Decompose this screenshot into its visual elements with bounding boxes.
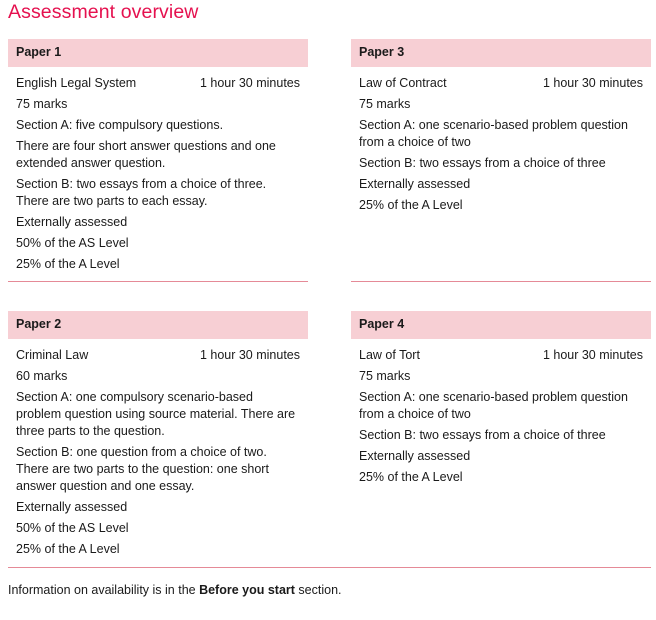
paper-duration: 1 hour 30 minutes (542, 348, 643, 362)
paper-detail: Section B: two essays from a choice of three (359, 156, 606, 170)
paper-card-1 (8, 39, 308, 282)
paper-subject: Criminal Law (16, 348, 89, 362)
paper-header: Paper 2 (8, 311, 308, 339)
paper-marks: 75 marks (16, 97, 68, 111)
availability-note-text-end: section. (294, 583, 342, 597)
paper-detail: There are four short answer questions and one extended answer question. (16, 139, 276, 170)
paper-card-3 (351, 39, 651, 282)
paper-duration: 1 hour 30 minutes (542, 76, 643, 90)
page-title: Assessment overview (8, 1, 199, 23)
paper-weighting: 25% of the A Level (359, 470, 463, 484)
paper-body (351, 67, 651, 214)
paper-marks: 60 marks (16, 369, 68, 383)
paper-marks: 75 marks (359, 369, 411, 383)
paper-detail: Section B: two essays from a choice of three. There are two parts to each essay. (16, 177, 267, 208)
paper-detail: Section B: two essays from a choice of three (359, 428, 606, 442)
paper-body (351, 339, 651, 486)
paper-weighting: 50% of the AS Level (16, 521, 129, 535)
paper-card-4 (351, 311, 651, 567)
paper-assessment: Externally assessed (16, 500, 128, 514)
card-divider (351, 281, 651, 282)
paper-weighting: 25% of the A Level (16, 257, 120, 271)
paper-header: Paper 1 (8, 39, 308, 67)
paper-assessment: Externally assessed (359, 177, 471, 191)
paper-card-2 (8, 311, 308, 567)
paper-header: Paper 3 (351, 39, 651, 67)
paper-duration: 1 hour 30 minutes (199, 76, 300, 90)
paper-weighting: 50% of the AS Level (16, 236, 129, 250)
availability-note-text: Information on availability is in the (8, 583, 200, 597)
paper-detail: Section A: one scenario-based problem question from a choice of two (359, 118, 628, 149)
paper-subject: English Legal System (16, 76, 137, 90)
paper-duration: 1 hour 30 minutes (199, 348, 300, 362)
paper-header: Paper 4 (351, 311, 651, 339)
paper-detail: Section A: five compulsory questions. (16, 118, 224, 132)
paper-detail: Section A: one scenario-based problem question from a choice of two (359, 390, 628, 421)
paper-subject: Law of Tort (359, 348, 420, 362)
paper-weighting: 25% of the A Level (359, 198, 463, 212)
footer-divider (8, 567, 651, 568)
paper-subject-row (16, 347, 300, 364)
paper-assessment: Externally assessed (16, 215, 128, 229)
paper-marks: 75 marks (359, 97, 411, 111)
paper-detail: Section B: one question from a choice of two. There are two parts to the question: one short answer question and one essay. (16, 445, 269, 493)
paper-subject: Law of Contract (359, 76, 447, 90)
card-divider (8, 281, 308, 282)
paper-body (8, 67, 308, 273)
paper-body (8, 339, 308, 558)
before-you-start-reference: Before you start (199, 583, 295, 597)
paper-subject-row (359, 347, 643, 364)
paper-detail: Section A: one compulsory scenario-based problem question using source material. There are three parts to the question. (16, 390, 296, 438)
paper-subject-row (16, 75, 300, 92)
paper-subject-row (359, 75, 643, 92)
paper-assessment: Externally assessed (359, 449, 471, 463)
paper-weighting: 25% of the A Level (16, 542, 120, 556)
availability-note (8, 583, 342, 597)
